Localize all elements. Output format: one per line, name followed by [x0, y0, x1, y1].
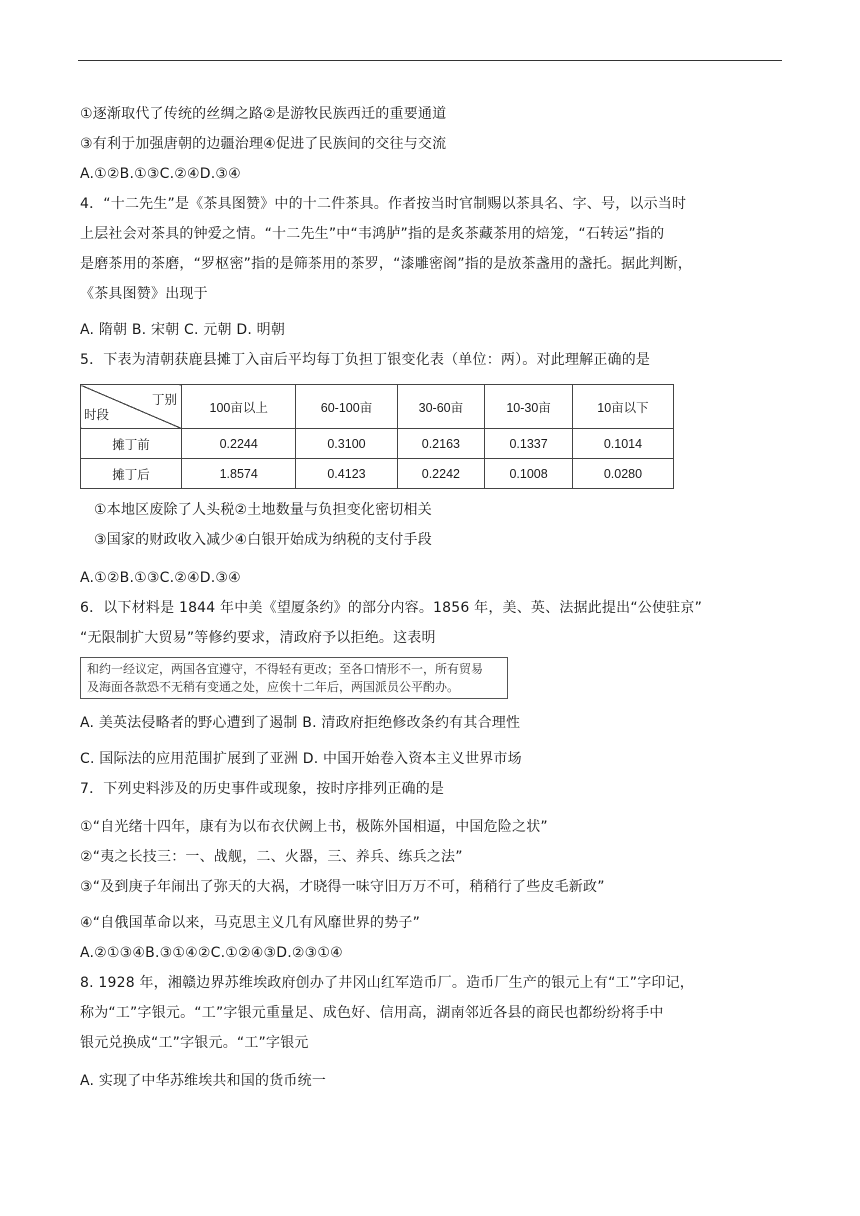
q7-source-3: ③“及到庚子年闹出了弥天的大祸，才晓得一味守旧万万不可，稍稍行了些皮毛新政” — [80, 879, 605, 895]
corner-bottom-label: 时段 — [84, 408, 110, 422]
table-cell: 0.3100 — [296, 429, 397, 459]
q4-answer-choices: A. 隋朝 B. 宋朝 C. 元朝 D. 明朝 — [80, 322, 286, 338]
treaty-excerpt-line-2: 及海面各款恐不无稍有变通之处，应俟十二年后，两国派员公平酌办。 — [87, 680, 460, 694]
q6-answer-choices-cd: C. 国际法的应用范围扩展到了亚洲 D. 中国开始卷入资本主义世界市场 — [80, 751, 522, 767]
table-row — [81, 459, 674, 489]
table-header: 100亩以上 — [182, 385, 296, 429]
table-cell: 1.8574 — [182, 459, 296, 489]
q6-text-line-2: “无限制扩大贸易”等修约要求，清政府予以拒绝。这表明 — [80, 630, 436, 646]
treaty-excerpt-line-1: 和约一经议定，两国各宜遵守，不得轻有更改；至各口情形不一，所有贸易 — [87, 662, 484, 676]
q3-answer-choices: A.①②B.①③C.②④D.③④ — [80, 166, 241, 182]
tax-table — [80, 384, 674, 489]
table-header-row — [81, 385, 674, 429]
q5-answer-choices: A.①②B.①③C.②④D.③④ — [80, 570, 241, 586]
table-cell: 0.2242 — [397, 459, 485, 489]
table-row — [81, 429, 674, 459]
table-cell: 0.1008 — [485, 459, 573, 489]
q5-text: 5．下表为清朝获鹿县摊丁入亩后平均每丁负担丁银变化表（单位：两）。对此理解正确的是 — [80, 352, 651, 368]
q7-source-2: ②“夷之长技三：一、战舰，二、火器，三、养兵、练兵之法” — [80, 849, 463, 865]
q8-text-line-1: 8. 1928 年，湘赣边界苏维埃政府创办了井冈山红军造币厂。造币厂生产的银元上有“工”字印记， — [80, 975, 694, 991]
table-cell: 0.0280 — [572, 459, 673, 489]
table-cell: 0.2244 — [182, 429, 296, 459]
corner-top-label: 丁别 — [151, 393, 177, 407]
q7-source-4: ④“自俄国革命以来，马克思主义几有风靡世界的势子” — [80, 915, 421, 931]
header-rule — [78, 60, 782, 61]
treaty-excerpt-box — [80, 657, 508, 699]
row-label: 摊丁前 — [81, 429, 182, 459]
q4-text-line-2: 上层社会对茶具的钟爱之情。“十二先生”中“韦鸿胪”指的是炙茶藏茶用的焙笼，“石转运”指的 — [80, 226, 665, 242]
q7-source-1: ①“自光绪十四年，康有为以布衣伏阙上书，极陈外国相逼，中国危险之状” — [80, 819, 548, 835]
q8-text-line-3: 银元兑换成“工”字银元。“工”字银元 — [80, 1035, 309, 1051]
q6-text-line-1: 6．以下材料是 1844 年中美《望厦条约》的部分内容。1856 年，美、英、法据此提出“公使驻京” — [80, 600, 703, 616]
q3-option-line-1: ①逐渐取代了传统的丝绸之路②是游牧民族西迁的重要通道 — [80, 106, 447, 122]
q3-option-line-2: ③有利于加强唐朝的边疆治理④促进了民族间的交往与交流 — [80, 136, 447, 152]
table-header: 30-60亩 — [397, 385, 485, 429]
q7-text: 7．下列史料涉及的历史事件或现象，按时序排列正确的是 — [80, 781, 445, 797]
q7-answer-choices: A.②①③④B.③①④②C.①②④③D.②③①④ — [80, 945, 343, 961]
table-header: 10-30亩 — [485, 385, 573, 429]
table-header: 10亩以下 — [572, 385, 673, 429]
q4-text-line-4: 《茶具图赞》出现于 — [80, 286, 208, 302]
q4-text-line-3: 是磨茶用的茶磨，“罗枢密”指的是筛茶用的茶罗，“漆雕密阁”指的是放茶盏用的盏托。据此判断， — [80, 256, 693, 272]
table-cell: 0.1337 — [485, 429, 573, 459]
q8-text-line-2: 称为“工”字银元。“工”字银元重量足、成色好、信用高，湖南邻近各县的商民也都纷纷将手中 — [80, 1005, 664, 1021]
q4-text-line-1: 4．“十二先生”是《茶具图赞》中的十二件茶具。作者按当时官制赐以茶具名、字、号，以示当时 — [80, 196, 687, 212]
table-cell: 0.1014 — [572, 429, 673, 459]
q6-answer-choices-ab: A. 美英法侵略者的野心遭到了遏制 B. 清政府拒绝修改条约有其合理性 — [80, 715, 521, 731]
table-header: 60-100亩 — [296, 385, 397, 429]
table-cell: 0.4123 — [296, 459, 397, 489]
q5-option-line-1: ①本地区废除了人头税②土地数量与负担变化密切相关 — [94, 502, 432, 518]
table-cell: 0.2163 — [397, 429, 485, 459]
row-label: 摊丁后 — [81, 459, 182, 489]
table-corner-cell — [81, 385, 182, 429]
q5-option-line-2: ③国家的财政收入减少④白银开始成为纳税的支付手段 — [94, 532, 432, 548]
q8-answer-choice-a: A. 实现了中华苏维埃共和国的货币统一 — [80, 1073, 327, 1089]
